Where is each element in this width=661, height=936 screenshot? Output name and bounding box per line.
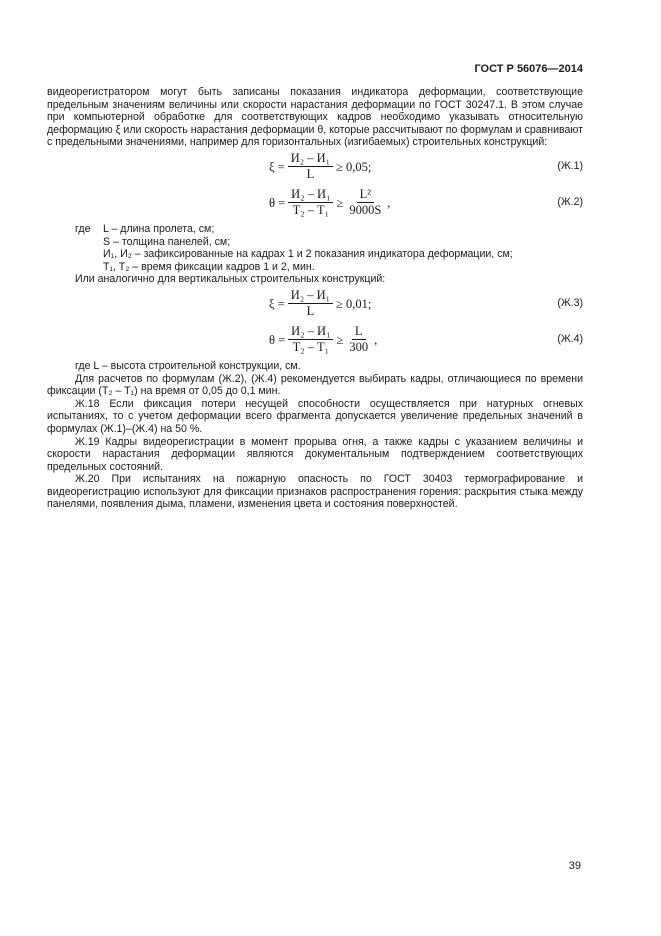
fraction-numerator: L² xyxy=(357,187,374,203)
fraction-denominator: T₂ – T₁ xyxy=(292,203,329,218)
fraction-denominator: 300 xyxy=(349,340,369,355)
formula-rhs: ≥ 0,01; xyxy=(336,296,372,311)
formula-tail: , xyxy=(387,195,391,210)
fraction-numerator: И₂ – И₁ xyxy=(288,187,333,203)
where-i: И₁, И₂ – зафиксированные на кадрах 1 и 2 показания индикатора деформации, см; xyxy=(103,248,513,261)
fraction-denominator: 9000S xyxy=(349,203,382,218)
fraction-denominator: L xyxy=(306,304,315,319)
formula-lhs: ξ = xyxy=(269,296,285,311)
where-s: S – толщина панелей, см; xyxy=(103,235,231,248)
formula-lhs: θ = xyxy=(269,332,286,347)
formula-relation: ≥ xyxy=(336,332,344,347)
paragraph-intro: видеорегистратором могут быть записаны показания индикатора деформации, соответствующие предельным значениям величины или скорости нарастания деформации по ГОСТ 30247.1. В этом случае при компьютерной обработке для соответствующих кадров необходимо указывать относительную деформацию ξ или скорость нарастания деформации θ, которые рассчитывают по формулам и сравнивают с предельными значениями, например для горизонтальных (изгибаемых) строительных конструкций: xyxy=(47,86,583,149)
page-content xyxy=(47,86,583,511)
equation-number: (Ж.4) xyxy=(557,332,583,345)
formula-zh4 xyxy=(47,322,583,358)
fraction-numerator: L xyxy=(352,324,366,340)
equation-number: (Ж.1) xyxy=(557,159,583,172)
equation-number: (Ж.3) xyxy=(557,296,583,309)
page-number: 39 xyxy=(568,860,581,872)
fraction-numerator: И₂ – И₁ xyxy=(288,288,333,304)
paragraph-or: Или аналогично для вертикальных строительных конструкций: xyxy=(75,273,386,286)
fraction-numerator: И₂ – И₁ xyxy=(288,151,333,167)
paragraph-zh18: Ж.18 Если фиксация потери несущей способности осуществляется при натурных огневых испытаниях, то с учетом деформации всего фрагмента допускается увеличение предельных значений в формулах (Ж.1)–(Ж.4) на 50 %. xyxy=(47,397,583,435)
fraction-denominator: T₂ – T₁ xyxy=(292,340,329,355)
where-t: T₁, T₂ – время фиксации кадров 1 и 2, мин. xyxy=(103,260,315,273)
formula-zh1 xyxy=(47,149,583,185)
paragraph-zh20: Ж.20 При испытаниях на пожарную опасность по ГОСТ 30403 термографирование и видеорегистрацию используют для фиксации признаков распространения горения: раскрытия стыка между панелями, появления дыма, пламени, изменения цвета и состояния поверхностей. xyxy=(47,473,583,511)
formula-tail: , xyxy=(374,332,378,347)
paragraph-zh19: Ж.19 Кадры видеорегистрации в момент прорыва огня, а также кадры с указанием величины и скорости нарастания деформации являются документальным подтверждением соответствующих предельных состояний. xyxy=(47,435,583,473)
document-code: ГОСТ Р 56076—2014 xyxy=(474,63,583,75)
where-block xyxy=(47,223,583,273)
formula-relation: ≥ xyxy=(336,195,344,210)
where-word: где xyxy=(75,222,91,235)
formula-zh2 xyxy=(47,185,583,221)
fraction-numerator: И₂ – И₁ xyxy=(288,324,333,340)
equation-number: (Ж.2) xyxy=(557,195,583,208)
paragraph-calc: Для расчетов по формулам (Ж.2), (Ж.4) рекомендуется выбирать кадры, отличающиеся по времени фиксации (T₂ – T₁) на время от 0,05 до 0,1 мин. xyxy=(47,372,583,398)
formula-zh3 xyxy=(47,286,583,322)
paragraph-where-height: где L – высота строительной конструкции, см. xyxy=(75,359,301,372)
formula-rhs: ≥ 0,05; xyxy=(336,159,372,174)
formula-lhs: θ = xyxy=(269,195,286,210)
formula-lhs: ξ = xyxy=(269,159,285,174)
fraction-denominator: L xyxy=(306,167,315,182)
where-l: L – длина пролета, см; xyxy=(103,222,215,235)
